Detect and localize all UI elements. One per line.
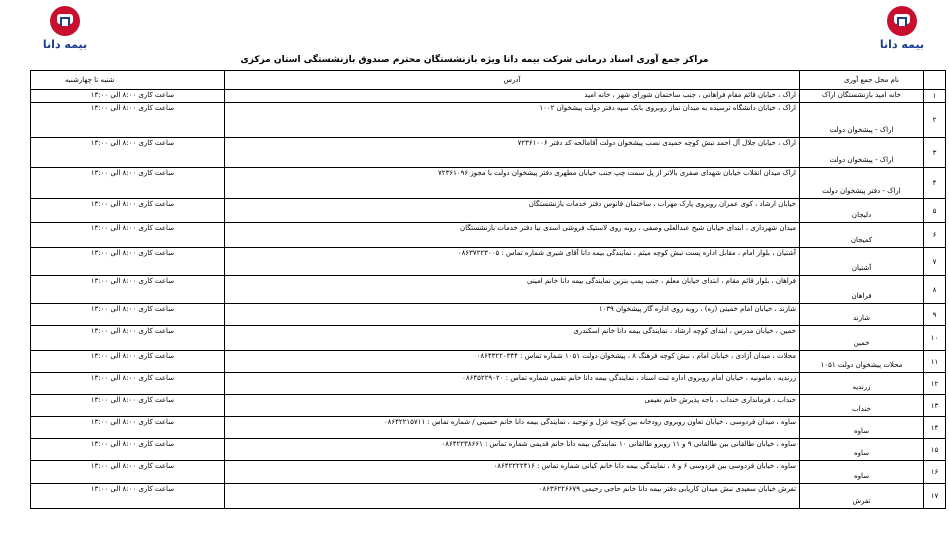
row-address: خیابان ارشاد ، کوی عمران روبروی پارک مهراب ، ساختمان فانوس دفتر خدمات بازنشستگان [225,199,800,223]
row-address: اراک ، خیابان دانشگاه نرسیده به میدان نماز روبروی بانک سپه دفتر دولت پیشخوان ۱۰۰۲ [225,103,800,138]
row-hours: ساعت کاری ۸:۰۰ الی ۱۳:۰۰ [31,304,225,326]
row-number: ۱۶ [924,461,946,484]
row-hours: ساعت کاری ۸:۰۰ الی ۱۳:۰۰ [31,326,225,351]
table-row [31,223,946,248]
row-number: ۱۷ [924,484,946,509]
table-row [31,461,946,484]
row-location: محلات پیشخوان دولت ۱۰۵۱ [800,351,924,373]
row-location: فراهان [800,276,924,304]
row-number: ۲ [924,103,946,138]
row-hours: ساعت کاری ۸:۰۰ الی ۱۳:۰۰ [31,351,225,373]
company-logo-wordmark: بیمه دانا [879,38,925,51]
row-hours: ساعت کاری ۸:۰۰ الی ۱۳:۰۰ [31,417,225,439]
row-number: ۱۴ [924,417,946,439]
table-row [31,304,946,326]
company-logo [863,4,941,52]
header-hours: شنبه تا چهارشنبه [31,71,225,90]
row-number: ۸ [924,276,946,304]
row-hours: ساعت کاری ۸:۰۰ الی ۱۳:۰۰ [31,276,225,304]
table-row [31,326,946,351]
row-location: دلیجان [800,199,924,223]
table-row [31,199,946,223]
header-address: آدرس [225,71,800,90]
row-hours: ساعت کاری ۸:۰۰ الی ۱۳:۰۰ [31,223,225,248]
row-address: زرندیه ، مامونیه ، خیابان امام روبروی اداره ثبت اسناد ، نمایندگی بیمه دانا خانم تقیبی شماره تماس : ۰۸۶۴۵۲۲۹۰۲۰ [225,373,800,395]
table-row [31,417,946,439]
row-location: اراک - پیشخوان دولت [800,138,924,168]
row-hours: ساعت کاری ۸:۰۰ الی ۱۳:۰۰ [31,138,225,168]
row-number: ۶ [924,223,946,248]
row-hours: ساعت کاری ۸:۰۰ الی ۱۳:۰۰ [31,484,225,509]
row-hours: ساعت کاری ۸:۰۰ الی ۱۳:۰۰ [31,168,225,199]
row-number: ۱۰ [924,326,946,351]
table-header-row [31,71,946,90]
row-location: اراک - دفتر پیشخوان دولت [800,168,924,199]
row-number: ۹ [924,304,946,326]
row-address: ساوه ، خیابان طالقانی بین طالقانی ۹ و ۱۱ روبرو طالقانی ۱۰ نمایندگی بیمه دانا خانم قدیمی شماره تماس : ۰۸۶۴۲۲۳۸۶۶۱ [225,439,800,461]
row-location: آشتیان [800,248,924,276]
row-location: ساوه [800,439,924,461]
table-row [31,439,946,461]
table-row [31,373,946,395]
row-location: ساوه [800,461,924,484]
table-row [31,248,946,276]
row-number: ۴ [924,168,946,199]
row-address: خنداب ، فرمانداری خنداب ، باجه پذیرش خانم نعیمی [225,395,800,417]
row-hours: ساعت کاری ۸:۰۰ الی ۱۳:۰۰ [31,199,225,223]
row-location: کمیجان [800,223,924,248]
row-address: اراک ، خیابان جلال آل احمد نبش کوچه حمیدی نصب پیشخوان دولت آقامالحه کد دفتر ۷۲۳۶۱۰۰۶ [225,138,800,168]
row-number: ۷ [924,248,946,276]
row-location: ساوه [800,417,924,439]
row-hours: ساعت کاری ۸:۰۰ الی ۱۳:۰۰ [31,461,225,484]
row-address: فراهان ، بلوار قائم مقام ، ابتدای خیابان معلم ، جنب پمپ بنزین نمایندگی بیمه دانا خانم امینی [225,276,800,304]
table-row [31,351,946,373]
row-number: ۱۲ [924,373,946,395]
row-address: آشتیان ، بلوار امام ، مقابل اداره پست نبش کوچه میثم ، نمایندگی بیمه دانا آقای شیری شماره تماس : ۰۸۶۳۷۲۲۳۰۰۵ [225,248,800,276]
table-row [31,484,946,509]
row-hours: ساعت کاری ۸:۰۰ الی ۱۳:۰۰ [31,373,225,395]
row-hours: ساعت کاری ۸:۰۰ الی ۱۳:۰۰ [31,439,225,461]
row-number: ۵ [924,199,946,223]
row-address: ساوه ، میدان فردوسی ، خیابان تعاون روبروی رودخانه بین کوچه غزل و توحید ، نمایندگی بیمه دانا خانم حسینی / شماره تماس : ۰۸۶۴۲۲۱۵۷۱۱ [225,417,800,439]
row-number: ۱ [924,90,946,103]
company-logo [26,4,104,52]
row-location: خمین [800,326,924,351]
table-row [31,168,946,199]
table-row [31,138,946,168]
row-address: میدان شهرداری ، ابتدای خیابان شیخ عبدالعلی وصفی ، روبه روی لاستیک فروشی اسدی نیا دفتر خدمات بازنشستگان [225,223,800,248]
row-location: اراک - پیشخوان دولت [800,103,924,138]
header-location: نام محل جمع آوری [800,71,924,90]
row-location: زرندیه [800,373,924,395]
row-location: خانه امید بازنشستگان اراک [800,90,924,103]
company-logo-wordmark: بیمه دانا [42,38,88,51]
table-row [31,103,946,138]
row-number: ۱۱ [924,351,946,373]
row-hours: ساعت کاری ۸:۰۰ الی ۱۳:۰۰ [31,248,225,276]
row-hours: ساعت کاری ۸:۰۰ الی ۱۳:۰۰ [31,395,225,417]
row-number: ۳ [924,138,946,168]
table-row [31,90,946,103]
row-hours: ساعت کاری ۸:۰۰ الی ۱۳:۰۰ [31,90,225,103]
row-location: تفرش [800,484,924,509]
row-address: تفرش خیابان سعیدی نبش میدان کاریابی دفتر بیمه دانا خانم حاجی رحیمی ۰۸۶۳۶۲۲۶۶۷۹ [225,484,800,509]
row-address: ساوه ، خیابان فردوسی بین فردوسی ۶ و ۸ ، نمایندگی بیمه دانا خانم کیانی شماره تماس : ۰۸۶۴۲۲۲۲۴۱۶ [225,461,800,484]
row-address: محلات ، میدان آزادی ، خیابان امام ، نبش کوچه فرهنگ ۸ ، پیشخوان دولت ۱۰۵۱ شماره تماس : ۰۸۶۴۳۲۲۰۳۴۴ [225,351,800,373]
document-title: مراکز جمع آوری اسناد درمانی شرکت بیمه دانا ویژه بازنشستگان محترم صندوق بازنشستگی استان مرکزی [240,55,709,65]
row-address: خمین ، خیابان مدرس ، ابتدای کوچه ارشاد ، نمایندگی بیمه دانا خانم اسکندری [225,326,800,351]
row-location: خنداب [800,395,924,417]
row-address: شازند ، خیابان امام خمینی (ره) ، روبه روی اداره گاز پیشخوان ۱۰۳۹ [225,304,800,326]
collection-centers-table [30,70,946,509]
row-number: ۱۳ [924,395,946,417]
row-location: شازند [800,304,924,326]
table-row [31,276,946,304]
row-hours: ساعت کاری ۸:۰۰ الی ۱۳:۰۰ [31,103,225,138]
table-row [31,395,946,417]
row-address: اراک ، خیابان قائم مقام فراهانی ، جنب ساختمان شورای شهر ، خانه امید [225,90,800,103]
row-address: اراک میدان انقلاب خیابان شهدای صفری بالاتر از پل سمت چپ جنب خیابان مطهری دفتر پیشخوان دولت با مجوز ۷۲۳۶۱۰۹۶ [225,168,800,199]
row-number: ۱۵ [924,439,946,461]
header-number [924,71,946,90]
